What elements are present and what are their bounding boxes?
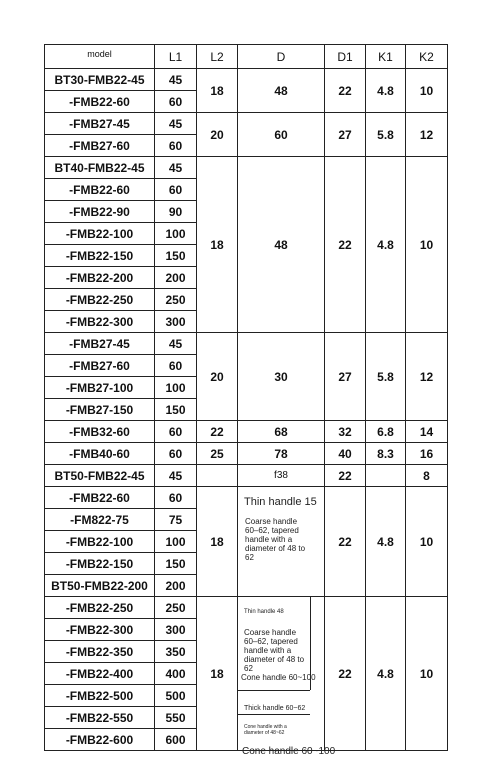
model-cell: -FMB22-400 xyxy=(45,663,155,685)
k1-cell: 6.8 xyxy=(366,421,406,443)
l1-cell: 350 xyxy=(155,641,197,663)
d-cell: 48 xyxy=(238,157,325,333)
model-cell: BT50-FMB22-200 xyxy=(45,575,155,597)
note-divider xyxy=(238,714,310,715)
d-note-cell xyxy=(238,487,325,597)
d1-cell: 22 xyxy=(325,597,366,751)
header-k1: K1 xyxy=(366,45,406,69)
d1-cell: 40 xyxy=(325,443,366,465)
l1-cell: 200 xyxy=(155,575,197,597)
model-cell: -FMB22-250 xyxy=(45,597,155,619)
l1-cell: 150 xyxy=(155,245,197,267)
model-cell: -FMB22-300 xyxy=(45,619,155,641)
model-cell: -FMB22-150 xyxy=(45,245,155,267)
model-cell: -FMB22-250 xyxy=(45,289,155,311)
table-row xyxy=(45,113,448,135)
table-row xyxy=(45,443,448,465)
header-l2: L2 xyxy=(197,45,238,69)
l2-cell: 20 xyxy=(197,113,238,157)
l1-cell: 45 xyxy=(155,113,197,135)
k2-cell: 10 xyxy=(406,597,448,751)
model-cell: -FMB22-350 xyxy=(45,641,155,663)
model-cell: -FMB22-100 xyxy=(45,223,155,245)
model-cell: -FMB22-60 xyxy=(45,91,155,113)
l2-cell: 18 xyxy=(197,69,238,113)
l2-cell: 22 xyxy=(197,421,238,443)
k1-cell: 4.8 xyxy=(366,487,406,597)
l1-cell: 45 xyxy=(155,69,197,91)
l1-cell: 100 xyxy=(155,531,197,553)
l1-cell: 75 xyxy=(155,509,197,531)
d-note-cell xyxy=(238,597,336,757)
k1-cell: 5.8 xyxy=(366,333,406,421)
d-cell: 78 xyxy=(238,443,325,465)
model-cell: -FMB22-90 xyxy=(45,201,155,223)
header-d: D xyxy=(238,45,325,69)
l1-cell: 250 xyxy=(155,289,197,311)
model-cell: -FMB27-150 xyxy=(45,399,155,421)
l1-cell: 150 xyxy=(155,399,197,421)
model-cell: -FMB22-550 xyxy=(45,707,155,729)
l1-cell: 100 xyxy=(155,377,197,399)
l1-cell: 90 xyxy=(155,201,197,223)
d1-cell: 22 xyxy=(325,487,366,597)
l2-cell xyxy=(197,465,238,487)
model-cell: -FMB27-60 xyxy=(45,135,155,157)
table-row xyxy=(45,421,448,443)
k2-cell: 10 xyxy=(406,487,448,597)
k2-cell: 14 xyxy=(406,421,448,443)
note-cone-handle: Cone handle 60~100 xyxy=(242,746,336,757)
d-cell: 48 xyxy=(238,69,325,113)
l2-cell: 18 xyxy=(197,487,238,597)
d1-cell: 22 xyxy=(325,157,366,333)
l2-cell: 18 xyxy=(197,157,238,333)
l1-cell: 300 xyxy=(155,619,197,641)
note-divider xyxy=(310,597,311,690)
l1-cell: 150 xyxy=(155,553,197,575)
k1-cell: 8.3 xyxy=(366,443,406,465)
k1-cell: 4.8 xyxy=(366,597,406,751)
l2-cell: 25 xyxy=(197,443,238,465)
d-cell: 68 xyxy=(238,421,325,443)
header-d1: D1 xyxy=(325,45,366,69)
model-cell: -FMB40-60 xyxy=(45,443,155,465)
k2-cell: 10 xyxy=(406,157,448,333)
l2-cell: 20 xyxy=(197,333,238,421)
model-cell: -FMB22-60 xyxy=(45,487,155,509)
model-cell: BT40-FMB22-45 xyxy=(45,157,155,179)
l1-cell: 250 xyxy=(155,597,197,619)
l1-cell: 45 xyxy=(155,465,197,487)
l1-cell: 60 xyxy=(155,355,197,377)
l1-cell: 600 xyxy=(155,729,197,751)
l2-cell: 18 xyxy=(197,597,238,751)
d1-cell: 22 xyxy=(325,465,366,487)
l1-cell: 60 xyxy=(155,443,197,465)
model-cell: -FM822-75 xyxy=(45,509,155,531)
note-cone-handle-small: Cone handle with a diameter of 48~62 xyxy=(244,724,287,736)
l1-cell: 60 xyxy=(155,135,197,157)
table-row xyxy=(45,465,448,487)
k2-cell: 12 xyxy=(406,113,448,157)
note-coarse-handle: Coarse handle 60–62, tapered handle with a diameter of 48 to 62 xyxy=(244,628,305,673)
model-cell: -FMB22-500 xyxy=(45,685,155,707)
d-cell: f38 xyxy=(238,465,325,487)
k2-cell: 12 xyxy=(406,333,448,421)
l1-cell: 300 xyxy=(155,311,197,333)
l1-cell: 60 xyxy=(155,421,197,443)
spec-table xyxy=(44,44,448,757)
d-cell: 30 xyxy=(238,333,325,421)
note-cone-handle: Cone handle 60~100 xyxy=(241,673,316,682)
d-cell: 60 xyxy=(238,113,325,157)
model-cell: BT30-FMB22-45 xyxy=(45,69,155,91)
l1-cell: 200 xyxy=(155,267,197,289)
d1-cell: 22 xyxy=(325,69,366,113)
model-cell: -FMB22-200 xyxy=(45,267,155,289)
model-cell: -FMB22-60 xyxy=(45,179,155,201)
l1-cell: 45 xyxy=(155,157,197,179)
k1-cell: 5.8 xyxy=(366,113,406,157)
model-cell: -FMB22-150 xyxy=(45,553,155,575)
model-cell: -FMB22-300 xyxy=(45,311,155,333)
d1-cell: 27 xyxy=(325,113,366,157)
table-row xyxy=(45,157,448,179)
d1-cell: 32 xyxy=(325,421,366,443)
model-cell: BT50-FMB22-45 xyxy=(45,465,155,487)
note-thin-handle: Thin handle 15 xyxy=(244,496,317,508)
header-l1: L1 xyxy=(155,45,197,69)
header-k2: K2 xyxy=(406,45,448,69)
note-coarse-handle: Coarse handle 60–62, tapered handle with a diameter of 48 to 62 xyxy=(245,517,306,562)
l1-cell: 550 xyxy=(155,707,197,729)
model-cell: -FMB22-100 xyxy=(45,531,155,553)
header-row xyxy=(45,45,448,69)
model-cell: -FMB32-60 xyxy=(45,421,155,443)
model-cell: -FMB27-60 xyxy=(45,355,155,377)
l1-cell: 45 xyxy=(155,333,197,355)
l1-cell: 500 xyxy=(155,685,197,707)
d1-cell: 27 xyxy=(325,333,366,421)
k1-cell: 4.8 xyxy=(366,69,406,113)
model-cell: -FMB27-45 xyxy=(45,333,155,355)
table-row xyxy=(45,487,448,509)
l1-cell: 60 xyxy=(155,91,197,113)
l1-cell: 60 xyxy=(155,487,197,509)
note-thick-handle: Thick handle 60~62 xyxy=(244,705,306,712)
note-divider xyxy=(238,690,310,691)
note-thin-handle: Thin handle 48 xyxy=(244,609,284,615)
k2-cell: 16 xyxy=(406,443,448,465)
l1-cell: 60 xyxy=(155,179,197,201)
table-row xyxy=(45,333,448,355)
k2-cell: 10 xyxy=(406,69,448,113)
l1-cell: 100 xyxy=(155,223,197,245)
model-cell: -FMB27-100 xyxy=(45,377,155,399)
table-row xyxy=(45,69,448,91)
k1-cell: 4.8 xyxy=(366,157,406,333)
l1-cell: 400 xyxy=(155,663,197,685)
model-cell: -FMB27-45 xyxy=(45,113,155,135)
k2-cell: 8 xyxy=(406,465,448,487)
header-model: model xyxy=(45,45,155,69)
model-cell: -FMB22-600 xyxy=(45,729,155,751)
k1-cell xyxy=(366,465,406,487)
table-row xyxy=(45,597,448,619)
